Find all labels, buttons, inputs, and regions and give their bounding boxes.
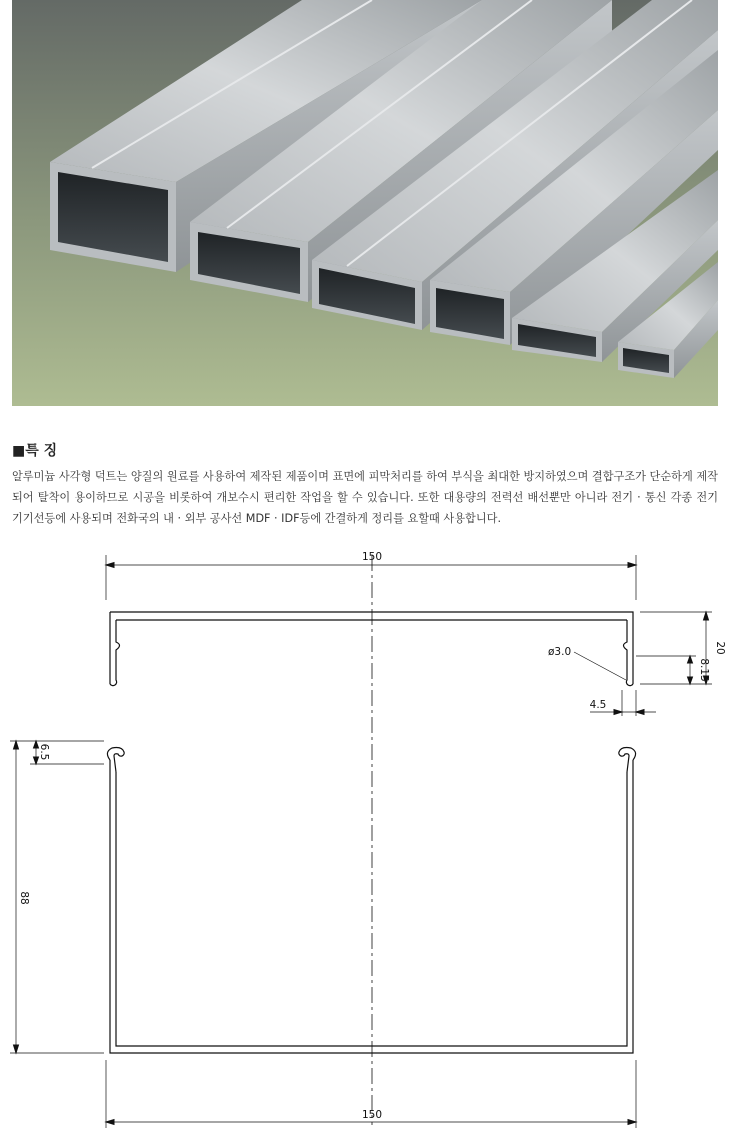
features-section <box>12 440 718 529</box>
dim-body-width-label: 150 <box>361 1109 383 1121</box>
dim-cover-width-label: 150 <box>361 551 383 563</box>
dim-body-height-label: 88 <box>18 891 30 905</box>
cross-section-drawing <box>0 540 730 1147</box>
dim-hole-offset-label: 8.15 <box>698 658 710 682</box>
dim-body-lip-label: 6.5 <box>38 743 50 761</box>
dim-cover-height-label: 20 <box>714 641 726 655</box>
features-body: 알루미늄 사각형 덕트는 양질의 원료를 사용하여 제작된 제품이며 표면에 피막처리를 하여 부식을 최대한 방지하였으며 결합구조가 단순하게 제작되어 탈착이 용이하므로 시공을 비롯하여 개보수시 편리한 작업을 할 수 있습니다. 또한 대용량의 전력선 배선뿐만 아니라 전기 · 통신 각종 전기 기기선등에 사용되며 전화국의 내 · 외부 공사선 MDF · IDF등에 간결하게 정리를 요할때 사용합니다. <box>12 470 718 525</box>
features-title: ■특 징 <box>12 443 58 459</box>
dim-edge-offset-label: 4.5 <box>589 699 607 711</box>
dim-hole-diameter-label: ø3.0 <box>548 646 572 658</box>
product-photo <box>12 0 718 406</box>
